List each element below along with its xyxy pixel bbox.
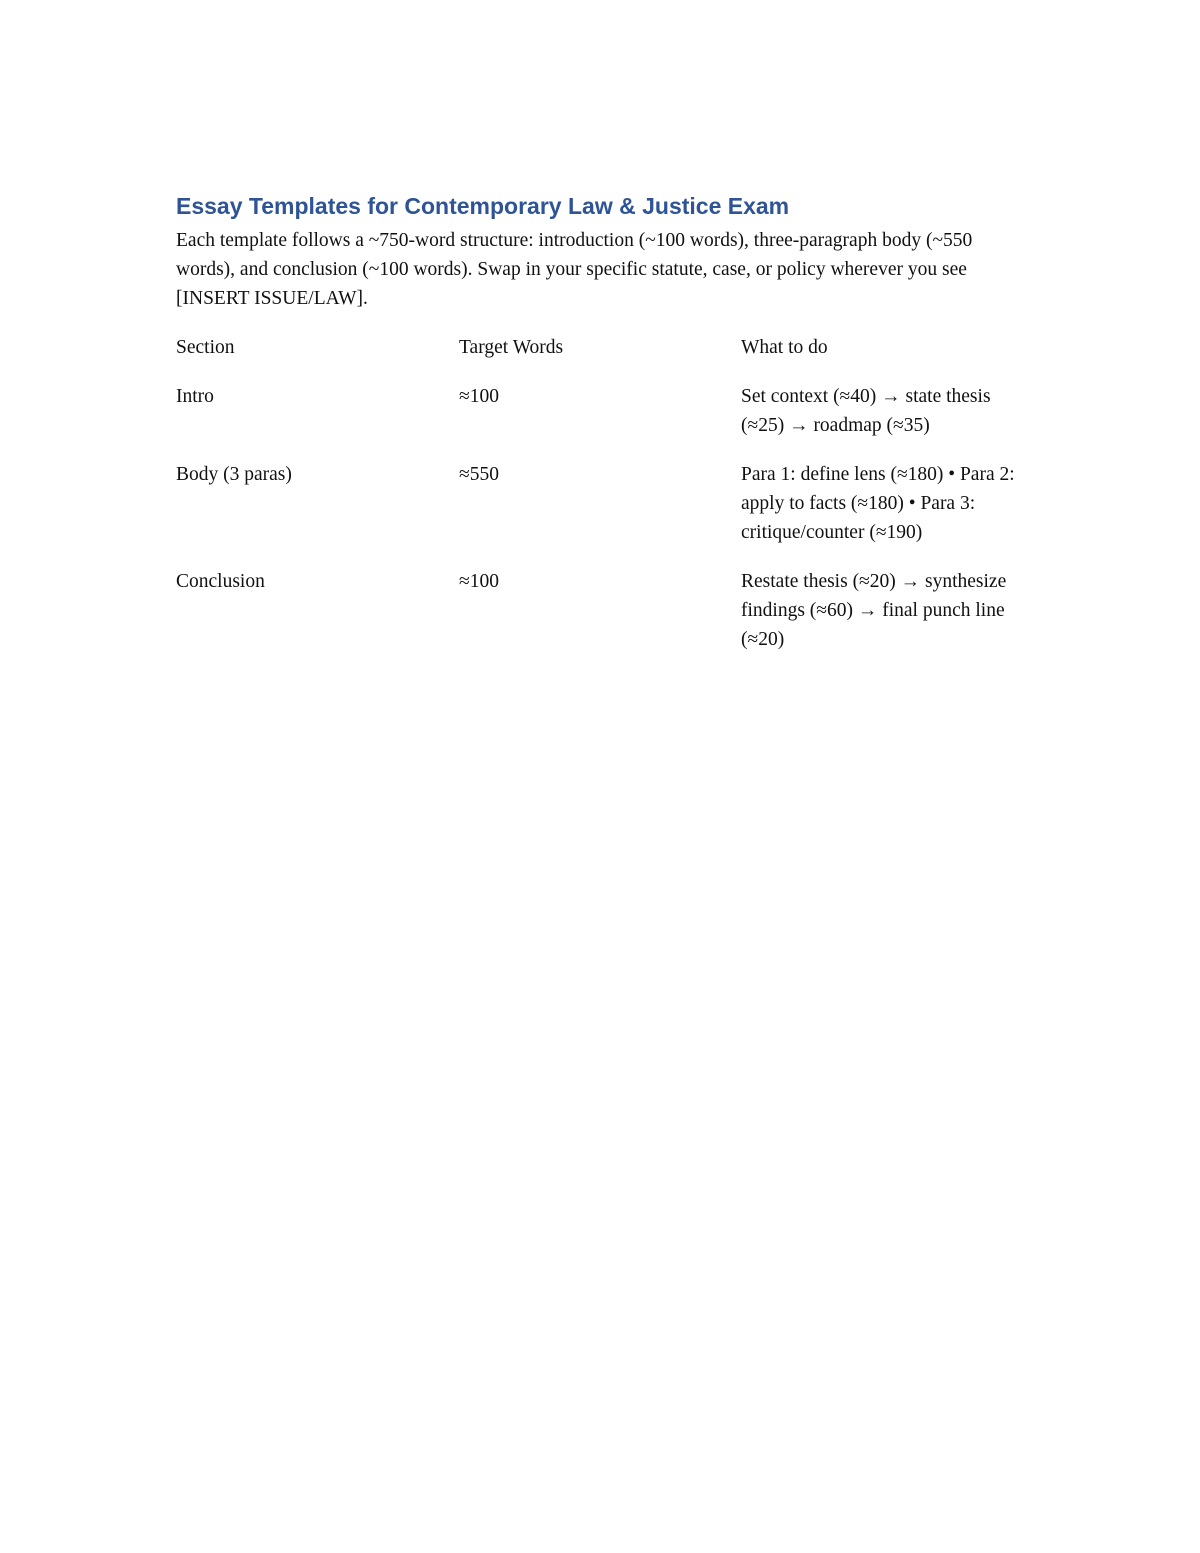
row-section: Body (3 paras)	[176, 464, 292, 485]
table-header-row	[176, 333, 1036, 362]
row-what-to-do: Set context (≈40) → state thesis (≈25) → roadmap (≈35)	[741, 386, 991, 436]
header-section: Section	[176, 337, 235, 358]
table-row	[176, 460, 1036, 547]
word-count-table	[176, 333, 1036, 674]
document-title: Essay Templates for Contemporary Law & Justice Exam	[176, 193, 790, 219]
table-row	[176, 382, 1036, 440]
row-target-words: ≈550	[459, 464, 499, 485]
row-section: Intro	[176, 386, 214, 407]
table-row	[176, 567, 1036, 654]
row-what-to-do: Para 1: define lens (≈180) • Para 2: apply to facts (≈180) • Para 3: critique/counter (≈190)	[741, 464, 1015, 543]
header-target-words: Target Words	[459, 337, 564, 358]
row-what-to-do: Restate thesis (≈20) → synthesize findings (≈60) → final punch line (≈20)	[741, 571, 1007, 650]
row-target-words: ≈100	[459, 386, 499, 407]
row-section: Conclusion	[176, 571, 265, 592]
header-what-to-do: What to do	[741, 337, 828, 358]
row-target-words: ≈100	[459, 571, 499, 592]
intro-paragraph: Each template follows a ~750-word structure: introduction (~100 words), three-paragraph body (~550 words), and conclusion (~100 words). Swap in your specific statute, case, or policy wherever you see [INSERT ISSUE/LAW].	[176, 230, 973, 309]
